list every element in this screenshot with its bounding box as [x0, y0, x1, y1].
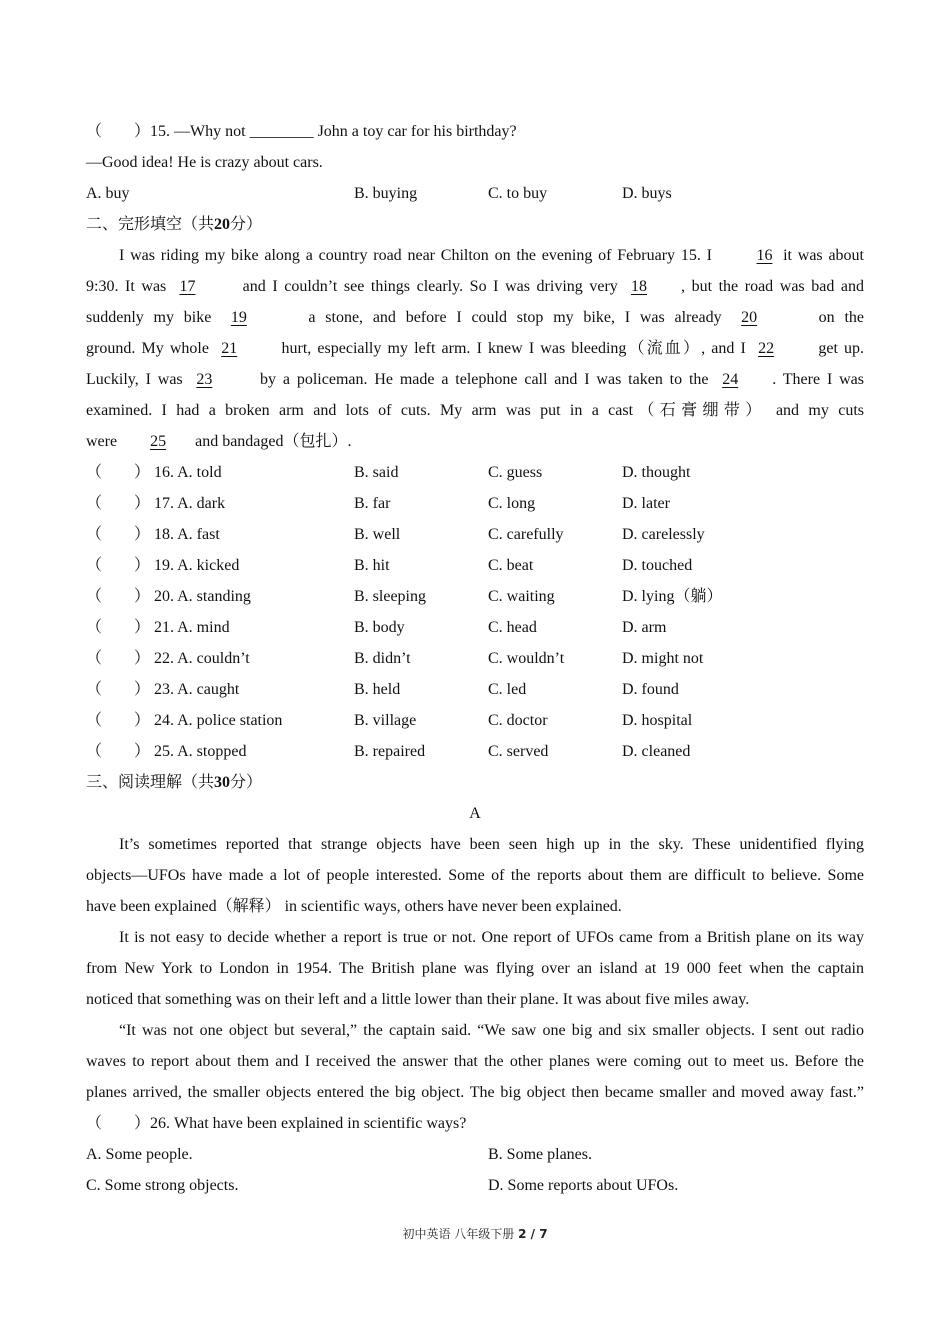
option-a: A. Some people.	[86, 1146, 193, 1163]
question-number-option-a: 22. A. couldn’t	[154, 650, 250, 667]
cloze-passage	[86, 240, 864, 457]
reading-paragraph-2	[86, 922, 864, 1015]
reading-paragraph-1	[86, 829, 864, 922]
option-c: C. Some strong objects.	[86, 1177, 239, 1194]
question-number-option-a: 23. A. caught	[154, 681, 240, 698]
reading-paragraph-3	[86, 1015, 864, 1108]
question-26-options-row-1	[86, 1139, 864, 1170]
cloze-text: hurt, especially my left arm. I knew I was bleeding（流血）, and I	[281, 340, 746, 357]
answer-bracket: （ ）	[86, 619, 151, 636]
option-c: C. wouldn’t	[488, 650, 565, 667]
option-c: C. beat	[488, 557, 534, 574]
page-number: 2 / 7	[518, 1227, 548, 1241]
cloze-question-row	[86, 736, 864, 767]
cloze-question-row	[86, 705, 864, 736]
option-b: B. village	[354, 712, 417, 729]
cloze-line-7	[86, 426, 864, 457]
answer-bracket: （ ）	[86, 588, 151, 605]
cloze-blank: 25	[150, 433, 167, 450]
reading-line: noticed that something was on their left and a little lower than their plane. It was about five miles away.	[86, 991, 750, 1008]
cloze-text: get up.	[818, 340, 865, 357]
question-15-options	[86, 178, 864, 209]
option-a: A. buy	[86, 185, 130, 202]
cloze-question-row	[86, 488, 864, 519]
cloze-question-row	[86, 612, 864, 643]
reading-line: have been explained（解释） in scientific ways, others have never been explained.	[86, 898, 622, 915]
question-15-prefix: （ ）15. —Why not	[86, 123, 246, 140]
question-15-stem	[86, 116, 864, 147]
cloze-text: , but the road was bad and	[680, 278, 865, 295]
reading-line: objects—UFOs have made a lot of people interested. Some of the reports about them are difficult to believe. Some	[86, 867, 864, 884]
cloze-blank: 22	[758, 340, 775, 357]
option-c: C. long	[488, 495, 536, 512]
cloze-text: it was about	[783, 247, 864, 264]
cloze-blank: 19	[230, 309, 247, 326]
cloze-question-row	[86, 674, 864, 705]
cloze-question-row	[86, 457, 864, 488]
answer-bracket: （ ）	[86, 712, 151, 729]
option-b: B. didn’t	[354, 650, 411, 667]
answer-bracket: （ ）	[86, 557, 151, 574]
cloze-line-1	[86, 240, 864, 271]
option-b: B. repaired	[354, 743, 426, 760]
option-c: C. carefully	[488, 526, 564, 543]
answer-bracket: （ ）	[86, 495, 151, 512]
option-d: D. carelessly	[622, 526, 705, 543]
question-26-stem: （ ）26. What have been explained in scientific ways?	[86, 1115, 467, 1132]
answer-bracket: （ ）	[86, 743, 151, 760]
page-footer	[0, 1222, 950, 1246]
option-c: C. guess	[488, 464, 543, 481]
cloze-text: by a policeman. He made a telephone call and I was taken to the	[260, 371, 709, 388]
option-a	[86, 519, 354, 550]
reading-line: “It was not one object but several,” the captain said. “We saw one big and six smaller objects. I sent out radio	[119, 1022, 864, 1039]
option-b: B. buying	[354, 185, 418, 202]
option-c: C. led	[488, 681, 527, 698]
option-b: B. hit	[354, 557, 390, 574]
cloze-line-6	[86, 395, 864, 426]
cloze-blank: 16	[756, 247, 773, 264]
option-c: C. head	[488, 619, 537, 636]
question-number-option-a: 17. A. dark	[154, 495, 226, 512]
option-d: D. Some reports about UFOs.	[488, 1177, 679, 1194]
option-b: B. sleeping	[354, 588, 426, 605]
option-b: B. body	[354, 619, 405, 636]
option-a	[86, 488, 354, 519]
reading-line: It’s sometimes reported that strange objects have been seen high up in the sky. These unidentified flying	[119, 836, 864, 853]
cloze-text: were	[86, 433, 118, 450]
option-d: D. buys	[622, 185, 672, 202]
reading-line: It is not easy to decide whether a report is true or not. One report of UFOs came from a British plane on its way	[119, 929, 864, 946]
reading-line: from New York to London in 1954. The British plane was flying over an island at 19 000 feet when the captain	[86, 960, 864, 977]
section-2-heading-prefix: 二、完形填空（共	[86, 216, 215, 233]
section-2-heading-score: 20	[214, 216, 231, 233]
option-a	[86, 674, 354, 705]
cloze-blank: 24	[722, 371, 739, 388]
cloze-text: on the	[818, 309, 864, 326]
cloze-questions	[86, 457, 864, 767]
section-3-heading-prefix: 三、阅读理解（共	[86, 774, 215, 791]
option-b: B. said	[354, 464, 399, 481]
cloze-line-5	[86, 364, 864, 395]
cloze-blank: 21	[221, 340, 238, 357]
cloze-line-4	[86, 333, 864, 364]
cloze-text: ground. My whole	[86, 340, 209, 357]
option-d: D. lying（躺）	[622, 588, 723, 605]
section-2-heading-suffix: 分）	[230, 216, 263, 233]
option-a	[86, 705, 354, 736]
question-15-suffix: John a toy car for his birthday?	[317, 123, 517, 140]
cloze-blank: 23	[196, 371, 213, 388]
answer-bracket: （ ）	[86, 681, 151, 698]
question-number-option-a: 16. A. told	[154, 464, 222, 481]
question-number-option-a: 21. A. mind	[154, 619, 230, 636]
cloze-text: suddenly my bike	[86, 309, 212, 326]
option-c: C. waiting	[488, 588, 555, 605]
section-3-heading-score: 30	[214, 774, 231, 791]
answer-bracket: （ ）	[86, 526, 151, 543]
question-number-option-a: 25. A. stopped	[154, 743, 247, 760]
option-d: D. later	[622, 495, 670, 512]
cloze-question-row	[86, 550, 864, 581]
option-d: D. might not	[622, 650, 704, 667]
cloze-blank: 18	[630, 278, 647, 295]
option-c: C. to buy	[488, 185, 548, 202]
passage-a-title: A	[469, 805, 481, 822]
option-d: D. cleaned	[622, 743, 691, 760]
option-a	[86, 581, 354, 612]
option-b: B. well	[354, 526, 401, 543]
option-a	[86, 736, 354, 767]
reading-line: waves to report about them and I received the answer that the other planes were coming out to meet us. Before the	[86, 1053, 864, 1070]
cloze-question-row	[86, 643, 864, 674]
cloze-blank: 20	[741, 309, 758, 326]
option-a	[86, 457, 354, 488]
option-c: C. served	[488, 743, 549, 760]
question-26-options-row-2	[86, 1170, 864, 1201]
cloze-text: examined. I had a broken arm and lots of cuts. My arm was put in a cast（石膏绷带） and my cuts	[86, 402, 864, 419]
cloze-text: and bandaged（包扎）.	[195, 433, 352, 450]
cloze-text: . There I was	[772, 371, 864, 388]
cloze-text: a stone, and before I could stop my bike, I was already	[308, 309, 722, 326]
section-3-heading	[86, 767, 864, 798]
option-a	[86, 612, 354, 643]
option-a	[86, 550, 354, 581]
question-15-reply: —Good idea! He is crazy about cars.	[86, 154, 323, 171]
question-number-option-a: 24. A. police station	[154, 712, 283, 729]
question-number-option-a: 19. A. kicked	[154, 557, 240, 574]
question-15-blank: ________	[249, 123, 314, 140]
cloze-text: 9:30. It was	[86, 278, 167, 295]
option-b: B. far	[354, 495, 391, 512]
section-2-heading	[86, 209, 864, 240]
reading-line: planes arrived, the smaller objects entered the big object. The big object then became smaller and moved away fast.”	[86, 1084, 864, 1101]
document-page	[86, 116, 864, 1201]
option-d: D. hospital	[622, 712, 693, 729]
question-number-option-a: 20. A. standing	[154, 588, 251, 605]
option-b: B. Some planes.	[488, 1146, 592, 1163]
option-c: C. doctor	[488, 712, 548, 729]
option-d: D. thought	[622, 464, 691, 481]
section-3-heading-suffix: 分）	[230, 774, 263, 791]
cloze-question-row	[86, 519, 864, 550]
option-d: D. touched	[622, 557, 693, 574]
cloze-text: Luckily, I was	[86, 371, 183, 388]
option-a	[86, 643, 354, 674]
cloze-text: and I couldn’t see things clearly. So I was driving very	[242, 278, 618, 295]
cloze-blank: 17	[179, 278, 196, 295]
option-d: D. arm	[622, 619, 667, 636]
cloze-line-3	[86, 302, 864, 333]
question-number-option-a: 18. A. fast	[154, 526, 220, 543]
answer-bracket: （ ）	[86, 650, 151, 667]
footer-label: 初中英语 八年级下册	[402, 1227, 515, 1241]
option-b: B. held	[354, 681, 401, 698]
cloze-line-2	[86, 271, 864, 302]
cloze-text: I was riding my bike along a country road near Chilton on the evening of February 15. I	[119, 247, 712, 264]
cloze-question-row	[86, 581, 864, 612]
answer-bracket: （ ）	[86, 464, 151, 481]
option-d: D. found	[622, 681, 679, 698]
